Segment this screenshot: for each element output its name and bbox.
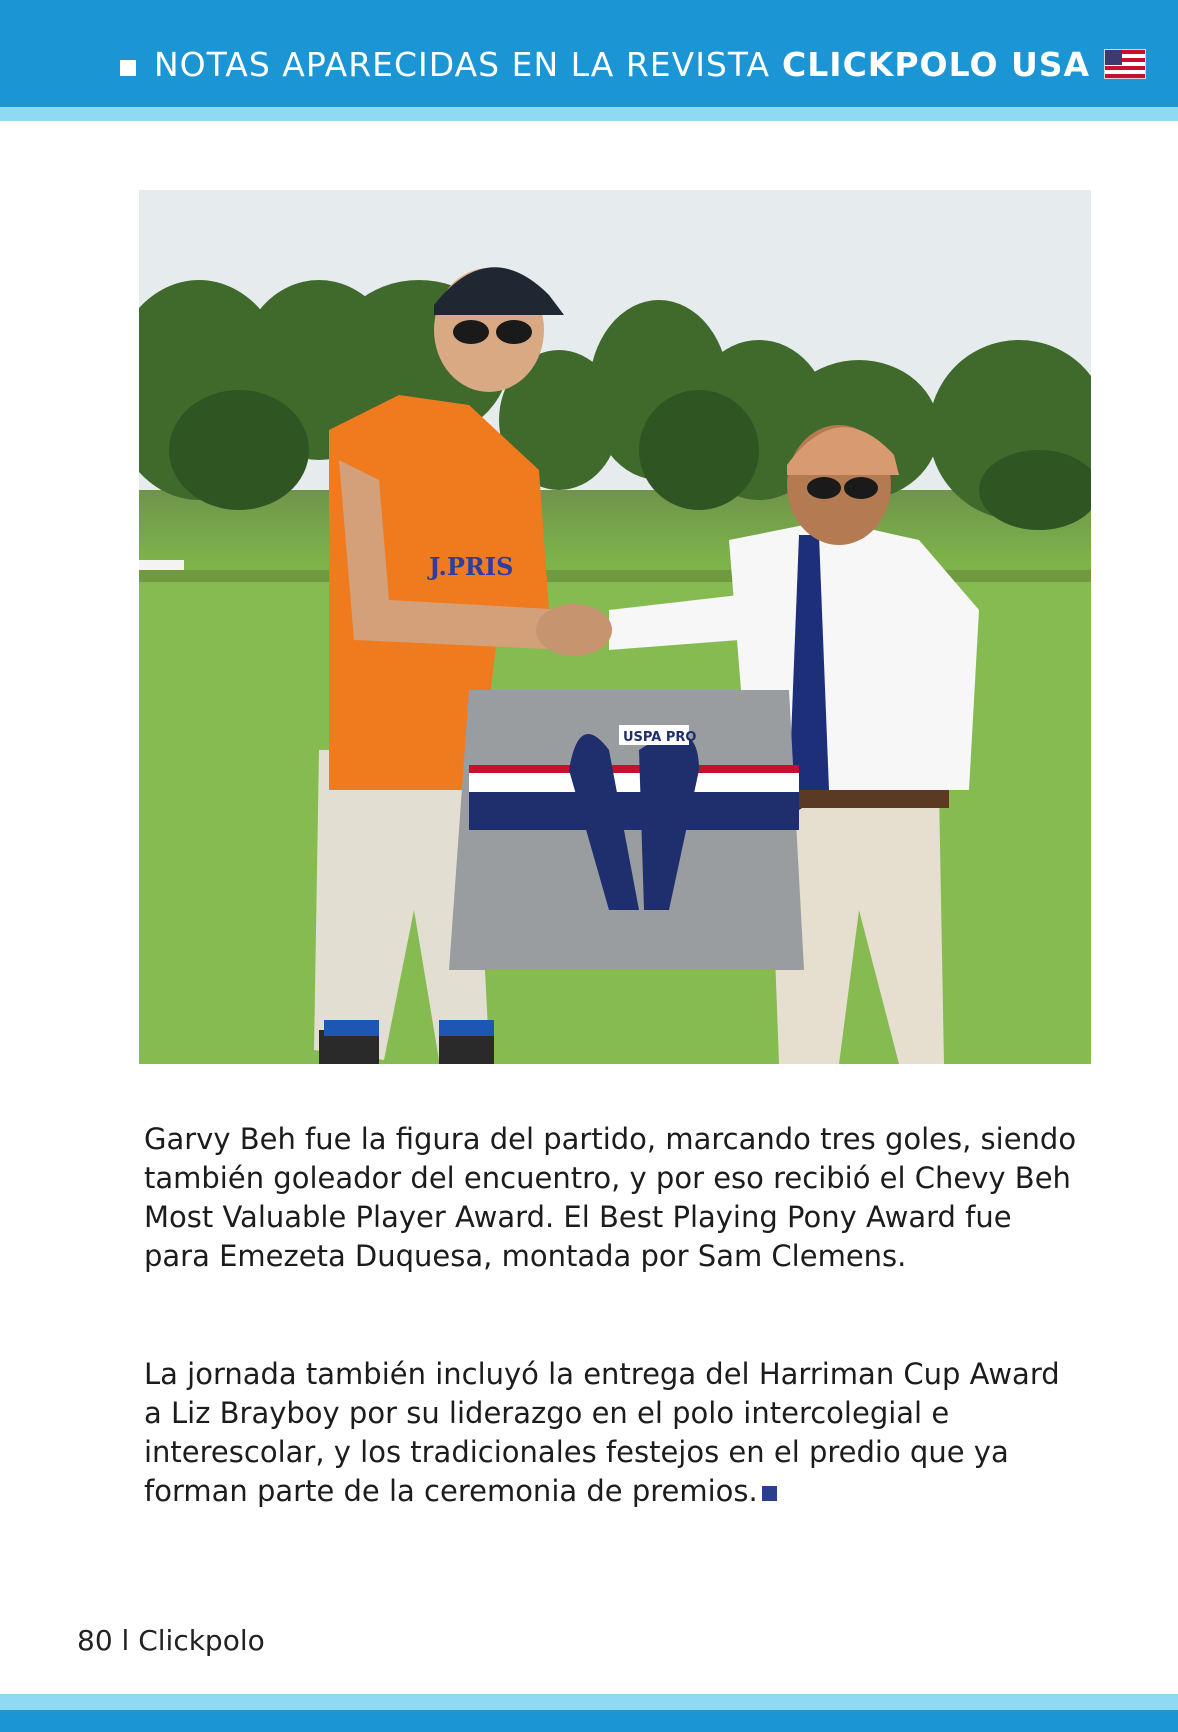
article-paragraph-2-text: La jornada también incluyó la entrega del Harriman Cup Award a Liz Brayboy por su liderazgo en el polo intercolegial e interescolar, y los tradicionales festejos en el predio que ya forman parte de la ceremonia de premios. xyxy=(144,1357,1060,1508)
duffel-bag xyxy=(449,690,804,970)
header-stripe xyxy=(0,107,1178,121)
header-bullet-square xyxy=(120,60,136,76)
header-title-row xyxy=(120,44,1146,84)
end-of-article-square xyxy=(762,1486,777,1501)
footer-bar xyxy=(0,1710,1178,1732)
us-flag-icon xyxy=(1104,49,1146,79)
article-paragraph-2 xyxy=(144,1355,1084,1511)
header-title-regular: NOTAS APARECIDAS EN LA REVISTA xyxy=(154,44,771,84)
article-paragraph-1: Garvy Beh fue la figura del partido, marcando tres goles, siendo también goleador del encuentro, y por eso recibió el Chevy Beh Most Valuable Player Award. El Best Playing Pony Award fue para Emezeta Duquesa, montada por Sam Clemens. xyxy=(144,1122,1077,1273)
page-number-label: 80 l Clickpolo xyxy=(77,1624,265,1657)
header-title xyxy=(154,45,1090,84)
footer-stripe xyxy=(0,1694,1178,1710)
article-photo xyxy=(139,190,1091,1064)
header-title-bold: CLICKPOLO USA xyxy=(782,44,1091,84)
bag-label: USPA PRO xyxy=(623,730,697,745)
shirt-text: J.PRIS xyxy=(429,552,514,581)
